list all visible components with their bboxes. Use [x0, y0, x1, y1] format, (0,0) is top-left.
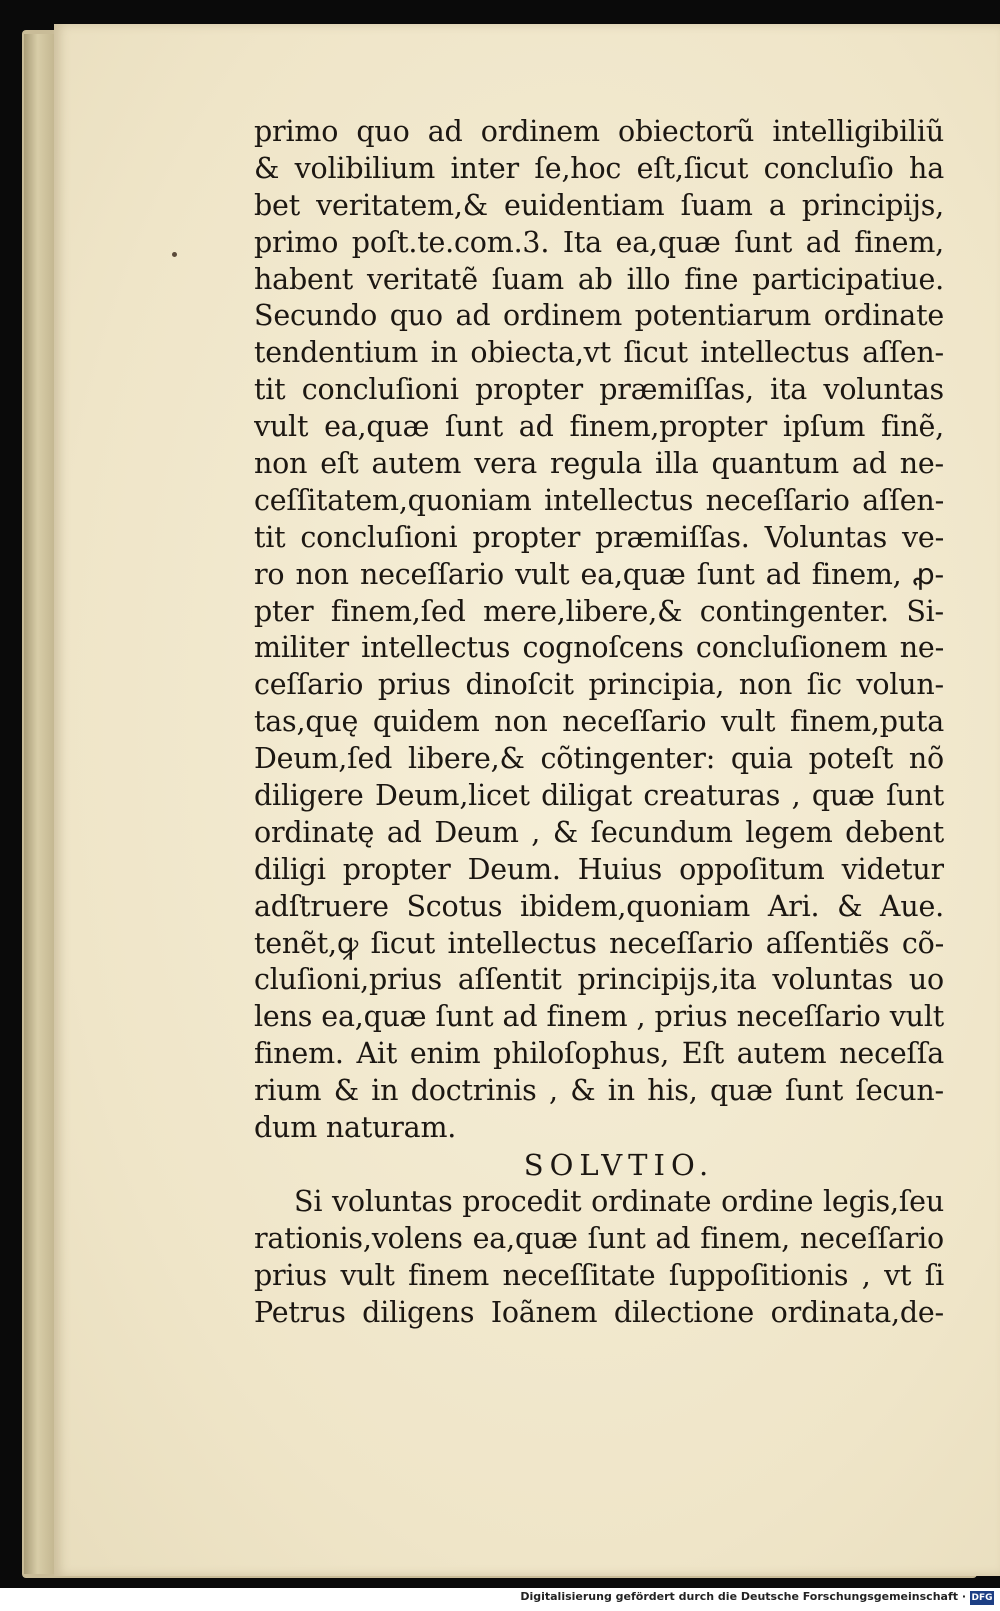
text-line: dum naturam. — [254, 1111, 457, 1145]
dfg-logo: DFG — [971, 1593, 993, 1603]
section-heading: SOLVTIO. — [523, 1147, 715, 1182]
footer-bar — [0, 1588, 1000, 1611]
text-line: habent veritatẽ ſuam ab illo fine participatiue. — [254, 262, 944, 296]
text-line: Petrus diligens Ioãnem dilectione ordinata,de- — [254, 1295, 944, 1329]
text-line: tit concluſioni propter præmiſſas. Voluntas ve- — [254, 520, 944, 554]
body-text — [254, 114, 944, 1332]
book-spine-edge — [24, 34, 58, 1574]
text-line: pter finem,ſed mere,libere,& contingenter. Si- — [254, 594, 944, 628]
text-line: finem. Ait enim philoſophus, Eſt autem neceſſa — [254, 1037, 944, 1071]
text-line: ro non neceſſario vult ea,quæ ſunt ad finem, ꝓ- — [254, 557, 944, 591]
text-line: diligere Deum,licet diligat creaturas , quæ ſunt — [254, 779, 944, 813]
text-line: cluſioni,prius aſſentit principijs,ita voluntas uo — [254, 963, 944, 997]
text-line: rationis,volens ea,quæ ſunt ad finem, neceſſario — [254, 1221, 944, 1255]
text-line: Secundo quo ad ordinem potentiarum ordinate — [254, 299, 944, 333]
text-line: Deum,ſed libere,& cõtingenter: quia poteſt nõ — [254, 742, 944, 776]
text-line: tas,quę quidem non neceſſario vult finem,puta — [254, 705, 944, 739]
text-line: diligi propter Deum. Huius oppoſitum videtur — [254, 852, 944, 886]
text-line: primo poſt.te.com.3. Ita ea,quæ ſunt ad finem, — [254, 225, 944, 259]
text-line: primo quo ad ordinem obiectorũ intelligibiliũ — [254, 115, 944, 148]
text-line: tenẽt,ꝙ ſicut intellectus neceſſario aſſentiẽs cõ- — [254, 926, 944, 960]
text-line: ceſſario prius dinoſcit principia, non ſic volun- — [254, 668, 944, 702]
text-line: Si voluntas procedit ordinate ordine legis,ſeu — [294, 1184, 944, 1218]
book-page — [54, 24, 1000, 1576]
ink-dot — [172, 252, 177, 257]
text-line: tendentium in obiecta,vt ſicut intellectus aſſen- — [254, 336, 944, 370]
text-line: prius vult finem neceſſitate ſuppoſitionis , vt ſi — [254, 1258, 944, 1292]
text-line: ceſſitatem,quoniam intellectus neceſſario aſſen- — [254, 483, 944, 517]
text-line: militer intellectus cognoſcens concluſionem ne- — [254, 631, 944, 665]
text-line: adſtruere Scotus ibidem,quoniam Ari. & Aue. — [254, 889, 944, 923]
text-line: ordinatę ad Deum , & ſecundum legem debent — [254, 815, 944, 849]
text-line: vult ea,quæ ſunt ad finem,propter ipſum finẽ, — [254, 410, 944, 444]
funding-credit: Digitalisierung gefördert durch die Deutsche Forschungsgemeinschaft · — [520, 1590, 966, 1603]
text-line: & volibilium inter ſe,hoc eſt,ſicut concluſio ha — [254, 151, 944, 185]
text-line: lens ea,quæ ſunt ad finem , prius neceſſario vult — [254, 1000, 944, 1034]
text-line: tit concluſioni propter præmiſſas, ita voluntas — [254, 373, 944, 407]
text-line: bet veritatem,& euidentiam ſuam a principijs, — [254, 188, 944, 222]
text-line: non eſt autem vera regula illa quantum ad ne- — [254, 447, 944, 481]
text-line: rium & in doctrinis , & in his, quæ ſunt ſecun- — [254, 1074, 944, 1108]
